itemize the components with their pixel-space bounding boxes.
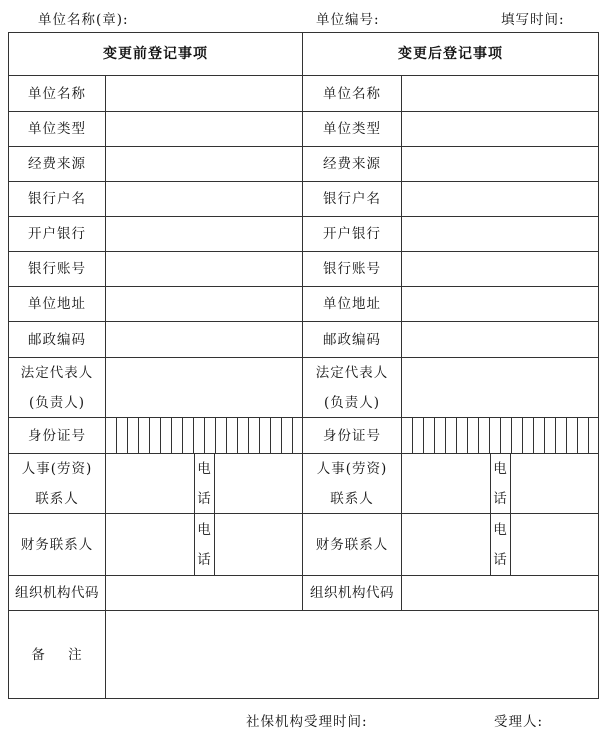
before-bank-account-name-label: 银行户名 [28,191,86,207]
after-bank-label: 开户银行 [323,226,381,242]
after-legal-rep-label [303,358,401,417]
before-unit-name-label: 单位名称 [28,85,86,102]
unit-code-label: 单位编号: [316,12,380,28]
hr-contact-line1: 人事(劳资) [316,460,388,477]
before-id-digit-divider [281,418,282,453]
after-id-digit-divider [566,418,567,453]
before-id-digit-divider [292,418,293,453]
before-id-digit-divider [149,418,150,453]
after-id-digit-divider [434,418,435,453]
before-finance-contact-label: 财务联系人 [20,536,94,553]
after-id-digit-divider [511,418,512,453]
after-id-digit-divider [489,418,490,453]
fill-time-label: 填写时间: [501,12,565,28]
remark-char1: 备 [31,646,46,663]
before-legal-rep-label [9,358,105,417]
hr-contact-line2: 联系人 [330,490,374,507]
hr-contact-line2: 联系人 [35,490,79,507]
before-finance-phone-label [195,514,214,575]
after-postcode-label: 邮政编码 [323,331,381,348]
before-address-label: 单位地址 [28,296,86,312]
after-finance-contact-label: 财务联系人 [315,536,389,553]
phone-char1: 电 [493,460,508,477]
before-postcode-label: 邮政编码 [28,331,86,348]
after-id-number-label: 身份证号 [323,427,381,444]
after-address-label: 单位地址 [323,296,381,312]
after-id-digit-divider [456,418,457,453]
before-bank-label: 开户银行 [28,226,86,242]
after-id-digit-divider [588,418,589,453]
remark-char2: 注 [68,646,83,663]
after-bank-account-number-label: 银行账号 [323,261,381,277]
before-id-digit-divider [160,418,161,453]
after-hr-phone-label [491,454,510,513]
phone-char1: 电 [197,521,212,538]
before-id-digit-divider [171,418,172,453]
after-id-digit-divider [500,418,501,453]
legal-rep-line2: (负责人) [323,394,381,411]
phone-char2: 话 [493,551,508,568]
before-id-digit-divider [193,418,194,453]
after-id-digit-divider [467,418,468,453]
after-unit-name-label: 单位名称 [323,85,381,102]
after-id-digit-divider [412,418,413,453]
legal-rep-line2: (负责人) [28,394,86,411]
after-id-digit-divider [522,418,523,453]
after-funding-source-label: 经费来源 [323,156,381,172]
before-id-digit-divider [204,418,205,453]
before-id-digit-divider [226,418,227,453]
before-id-digit-divider [127,418,128,453]
before-funding-source-label: 经费来源 [28,156,86,172]
legal-rep-line1: 法定代表人 [20,364,94,381]
after-id-digit-divider [577,418,578,453]
after-id-digit-divider [423,418,424,453]
accept-time-label: 社保机构受理时间: [246,714,368,730]
before-id-number-label: 身份证号 [28,427,86,444]
hr-contact-line1: 人事(劳资) [21,460,93,477]
before-id-digit-divider [116,418,117,453]
phone-char2: 话 [493,490,508,507]
before-org-code-label: 组织机构代码 [15,585,99,601]
before-hr-phone-label [195,454,214,513]
after-bank-account-name-label: 银行户名 [323,191,381,207]
before-hr-contact-label [9,454,105,513]
after-id-digit-divider [544,418,545,453]
after-unit-type-label: 单位类型 [323,121,381,137]
acceptor-label: 受理人: [494,714,544,730]
phone-char2: 话 [197,490,212,507]
after-org-code-label: 组织机构代码 [310,585,394,601]
before-id-digit-divider [270,418,271,453]
after-finance-phone-label [491,514,510,575]
before-id-digit-divider [248,418,249,453]
after-id-digit-divider [445,418,446,453]
after-id-digit-divider [533,418,534,453]
before-id-digit-divider [138,418,139,453]
phone-char2: 话 [197,551,212,568]
phone-char1: 电 [493,521,508,538]
after-hr-contact-label [303,454,401,513]
before-id-digit-divider [237,418,238,453]
before-unit-type-label: 单位类型 [28,121,86,137]
before-id-digit-divider [259,418,260,453]
before-section-title: 变更前登记事项 [103,46,208,62]
before-id-digit-divider [215,418,216,453]
phone-char1: 电 [197,460,212,477]
after-section-title: 变更后登记事项 [398,46,503,62]
after-id-digit-divider [478,418,479,453]
remark-label [9,611,105,698]
before-id-digit-divider [182,418,183,453]
after-id-digit-divider [555,418,556,453]
before-bank-account-number-label: 银行账号 [28,261,86,277]
legal-rep-line1: 法定代表人 [315,364,389,381]
unit-name-seal-label: 单位名称(章): [38,12,129,28]
